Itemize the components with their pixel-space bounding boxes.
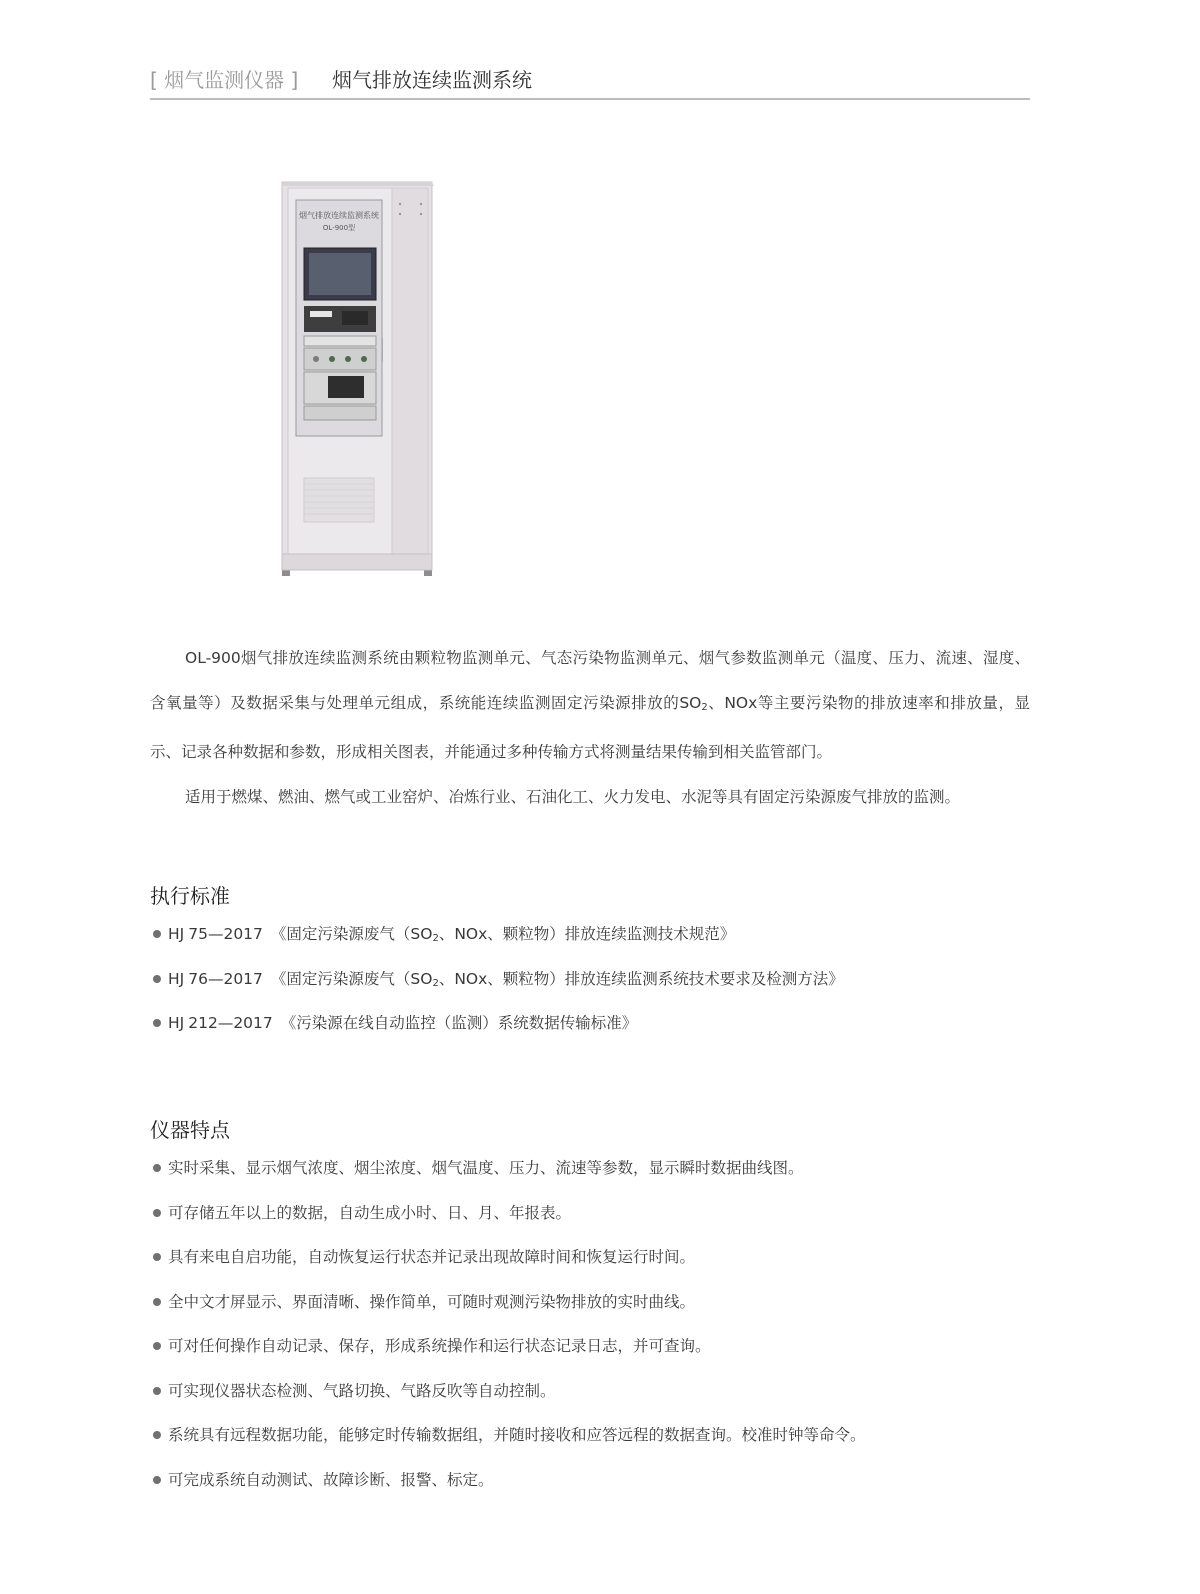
bullet-icon	[153, 1476, 161, 1484]
feature-text: 可完成系统自动测试、故障诊断、报警、标定。	[168, 1470, 494, 1489]
product-description	[150, 636, 1030, 819]
bullet-icon	[153, 1298, 161, 1306]
category-label[interactable]: [ 烟气监测仪器 ]	[150, 68, 299, 92]
standard-name: 《固定污染源废气（$SO_2$、NOx、颗粒物）排放连续监测系统技术要求及检测方法》	[270, 969, 844, 989]
feature-text: 系统具有远程数据功能，能够定时传输数据组，并随时接收和应答远程的数据查询。校准时钟等命令。	[168, 1426, 866, 1444]
application-paragraph: 适用于燃煤、燃油、燃气或工业窑炉、冶炼行业、石油化工、火力发电、水泥等具有固定污染源废气排放的监测。	[185, 787, 961, 806]
cabinet-sign-title: 烟气排放连续监测系统	[299, 211, 379, 220]
standard-code: HJ 76—2017	[168, 969, 263, 988]
bullet-icon	[153, 930, 161, 938]
feature-text: 可存储五年以上的数据，自动生成小时、日、月、年报表。	[168, 1203, 572, 1222]
bullet-icon	[153, 1019, 161, 1027]
feature-item	[152, 1290, 1032, 1335]
feature-item	[152, 1245, 1032, 1290]
bullet-icon	[153, 1431, 161, 1439]
page-header	[150, 60, 1030, 100]
standard-code: HJ 212—2017	[168, 1014, 273, 1032]
feature-text: 可对任何操作自动记录、保存，形成系统操作和运行状态记录日志，并可查询。	[168, 1337, 711, 1355]
feature-text: 实时采集、显示烟气浓度、烟尘浓度、烟气温度、压力、流速等参数，显示瞬时数据曲线图。	[168, 1159, 804, 1177]
bullet-icon	[153, 1253, 161, 1261]
bullet-icon	[153, 1209, 161, 1217]
standard-item	[152, 1011, 1032, 1056]
standard-name: 《污染源在线自动监控（监测）系统数据传输标准》	[280, 1014, 638, 1032]
bullet-icon	[153, 1342, 161, 1350]
product-photo	[276, 178, 446, 586]
standard-item	[152, 967, 1032, 1012]
feature-item	[152, 1156, 1032, 1201]
standards-heading: 执行标准	[150, 884, 230, 908]
description-paragraph: OL-900烟气排放连续监测系统由颗粒物监测单元、气态污染物监测单元、烟气参数监测单元（温度、压力、流速、湿度、含氧量等）及数据采集与处理单元组成，系统能连续监测固定污染源排放的$SO_2$、NOx等主要污染物的排放速率和排放量，显示、记录各种数据和参数，形成相关图表，并能通过多种传输方式将测量结果传输到相关监管部门。	[150, 649, 1030, 761]
standard-code: HJ 75—2017	[168, 925, 263, 943]
feature-text: 可实现仪器状态检测、气路切换、气路反吹等自动控制。	[168, 1381, 556, 1400]
feature-item	[152, 1334, 1032, 1379]
bullet-icon	[153, 975, 161, 983]
standard-name: 《固定污染源废气（$SO_2$、NOx、颗粒物）排放连续监测技术规范》	[270, 925, 736, 944]
bullet-icon	[153, 1164, 161, 1172]
features-heading: 仪器特点	[150, 1118, 230, 1142]
bullet-icon	[153, 1387, 161, 1395]
feature-item	[152, 1379, 1032, 1424]
feature-text: 具有来电自启功能，自动恢复运行状态并记录出现故障时间和恢复运行时间。	[168, 1248, 696, 1266]
feature-item	[152, 1468, 1032, 1513]
page-title: 烟气排放连续监测系统	[332, 68, 532, 92]
cabinet-sign-model: OL-900型	[322, 224, 356, 232]
features-list	[152, 1156, 1032, 1512]
standard-item	[152, 922, 1032, 967]
standards-list	[152, 922, 1032, 1056]
feature-item	[152, 1423, 1032, 1468]
feature-text: 全中文才屏显示、界面清晰、操作简单，可随时观测污染物排放的实时曲线。	[168, 1292, 696, 1311]
feature-item	[152, 1201, 1032, 1246]
